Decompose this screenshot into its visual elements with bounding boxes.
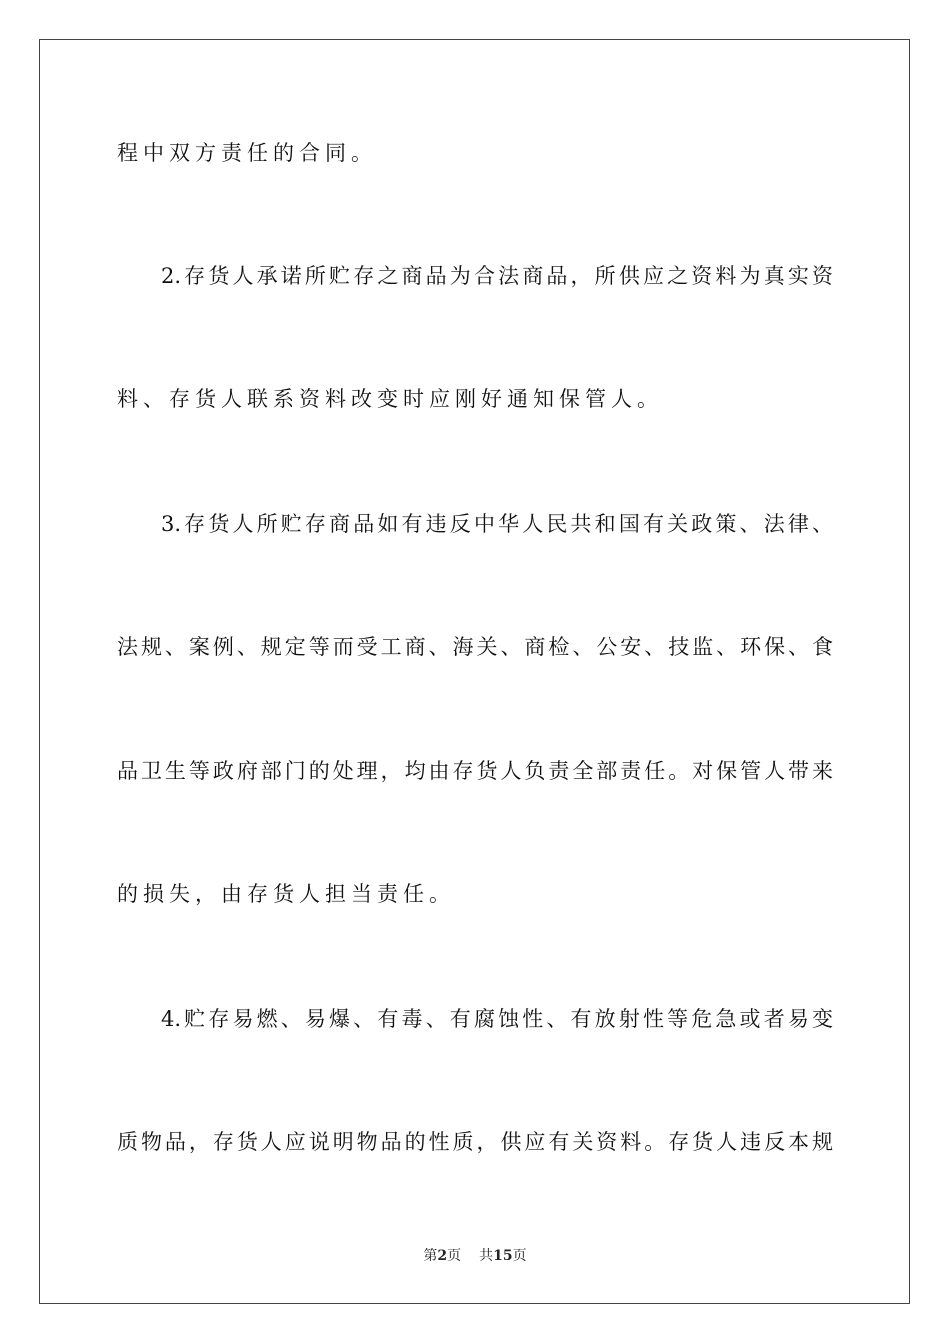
total-pages: 15 [493, 1248, 513, 1264]
paragraph-4-line-2: 质物品，存货人应说明物品的性质，供应有关资料。存货人违反本规 [117, 1130, 833, 1154]
page-number: 2 [437, 1248, 448, 1264]
paragraph-line-continuation: 程中双方责任的合同。 [117, 141, 377, 165]
paragraph-3-line-3: 品卫生等政府部门的处理，均由存货人负责全部责任。对保管人带来 [117, 759, 833, 783]
paragraph-3-line-4: 的损失，由存货人担当责任。 [117, 882, 455, 906]
page-footer [0, 1247, 950, 1265]
page-prefix: 第 [423, 1248, 438, 1264]
page-suffix: 页 [447, 1248, 462, 1264]
page-border [39, 39, 910, 1304]
total-suffix: 页 [512, 1248, 527, 1264]
paragraph-4-line-1: 4.贮存易燃、易爆、有毒、有腐蚀性、有放射性等危急或者易变 [161, 1007, 833, 1031]
paragraph-3-line-2: 法规、案例、规定等而受工商、海关、商检、公安、技监、环保、食 [117, 635, 833, 659]
paragraph-3-line-1: 3.存货人所贮存商品如有违反中华人民共和国有关政策、法律、 [161, 512, 833, 536]
total-prefix: 共 [479, 1248, 494, 1264]
paragraph-2-line-1: 2.存货人承诺所贮存之商品为合法商品，所供应之资料为真实资 [161, 264, 833, 288]
paragraph-2-line-2: 料、存货人联系资料改变时应刚好通知保管人。 [117, 387, 663, 411]
